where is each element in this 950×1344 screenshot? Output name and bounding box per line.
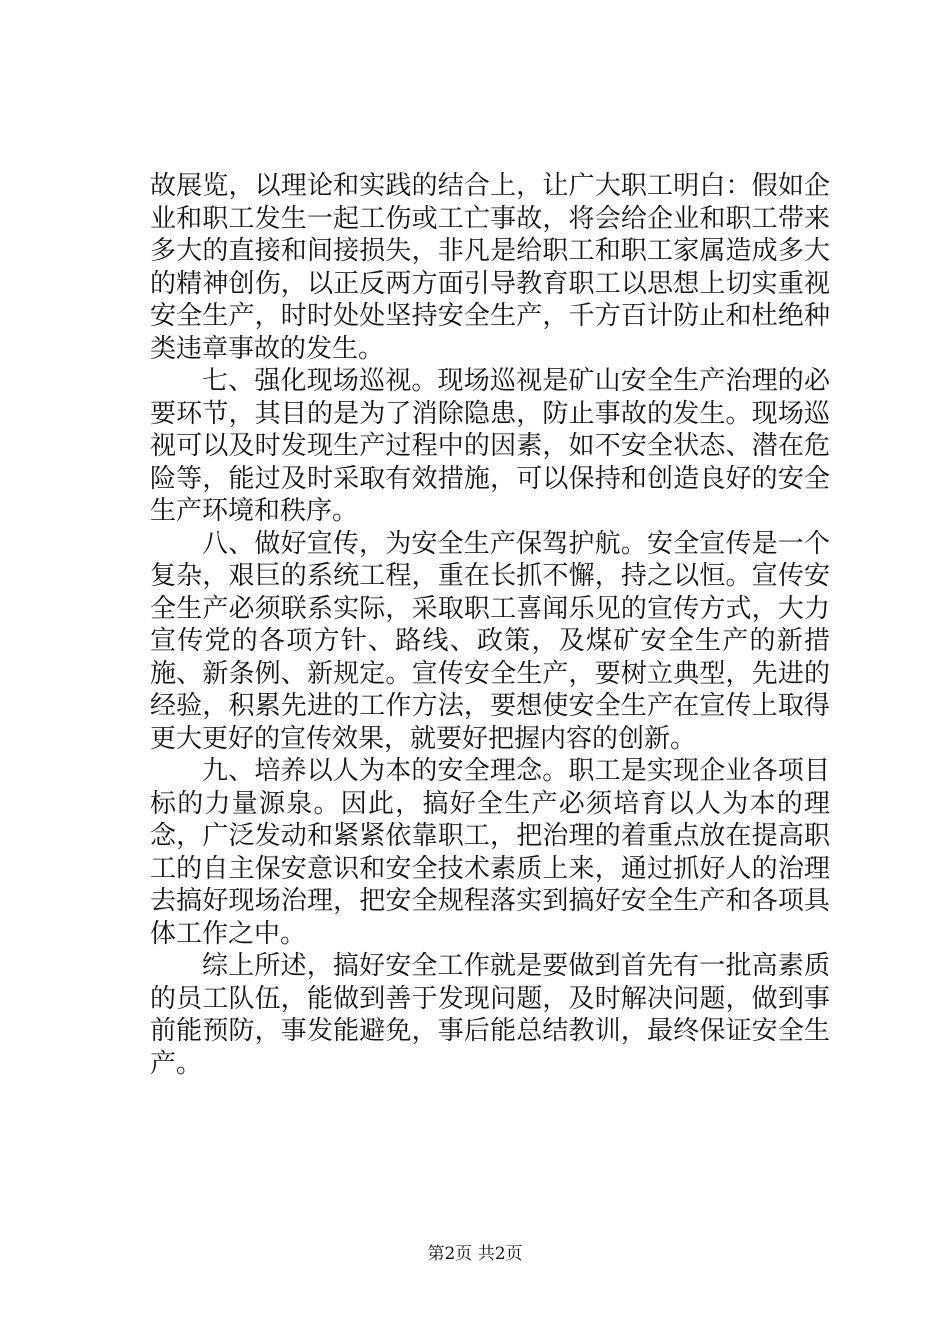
paragraph-section-nine: 九、培养以人为本的安全理念。职工是实现企业各项目标的力量源泉。因此，搞好全生产必须培育以人为本的理念，广泛发动和紧紧依靠职工，把治理的着重点放在提高职工的自主保安意识和安全技术素质上来，通过抓好人的治理去搞好现场治理，把安全规程落实到搞好安全生产和各项具体工作之中。: [150, 756, 830, 949]
paragraph-section-seven: 七、强化现场巡视。现场巡视是矿山安全生产治理的必要环节，其目的是为了消除隐患，防止事故的发生。现场巡视可以及时发现生产过程中的因素，如不安全状态、潜在危险等，能过及时采取有效措施，可以保持和创造良好的安全生产环境和秩序。: [150, 366, 830, 526]
paragraph-continuation: 故展览，以理论和实践的结合上，让广大职工明白：假如企业和职工发生一起工伤或工亡事故，将会给企业和职工带来多大的直接和间接损失，非凡是给职工和职工家属造成多大的精神创伤，以正反两方面引导教育职工以思想上切实重视安全生产，时时处处坚持安全生产，千方百计防止和杜绝种类违章事故的发生。: [150, 171, 830, 364]
document-body: [150, 170, 830, 1080]
page-footer: 第2页 共2页: [427, 1244, 523, 1264]
paragraph-conclusion: 综上所述，搞好安全工作就是要做到首先有一批高素质的员工队伍，能做到善于发现问题，及时解决问题，做到事前能预防，事发能避免，事后能总结教训，最终保证安全生产。: [150, 951, 830, 1079]
paragraph-section-eight: 八、做好宣传，为安全生产保驾护航。安全宣传是一个复杂，艰巨的系统工程，重在长抓不懈，持之以恒。宣传安全生产必须联系实际，采取职工喜闻乐见的宣传方式，大力宣传党的各项方针、路线、政策，及煤矿安全生产的新措施、新条例、新规定。宣传安全生产，要树立典型，先进的经验，积累先进的工作方法，要想使安全生产在宣传上取得更大更好的宣传效果，就要好把握内容的创新。: [150, 528, 830, 754]
